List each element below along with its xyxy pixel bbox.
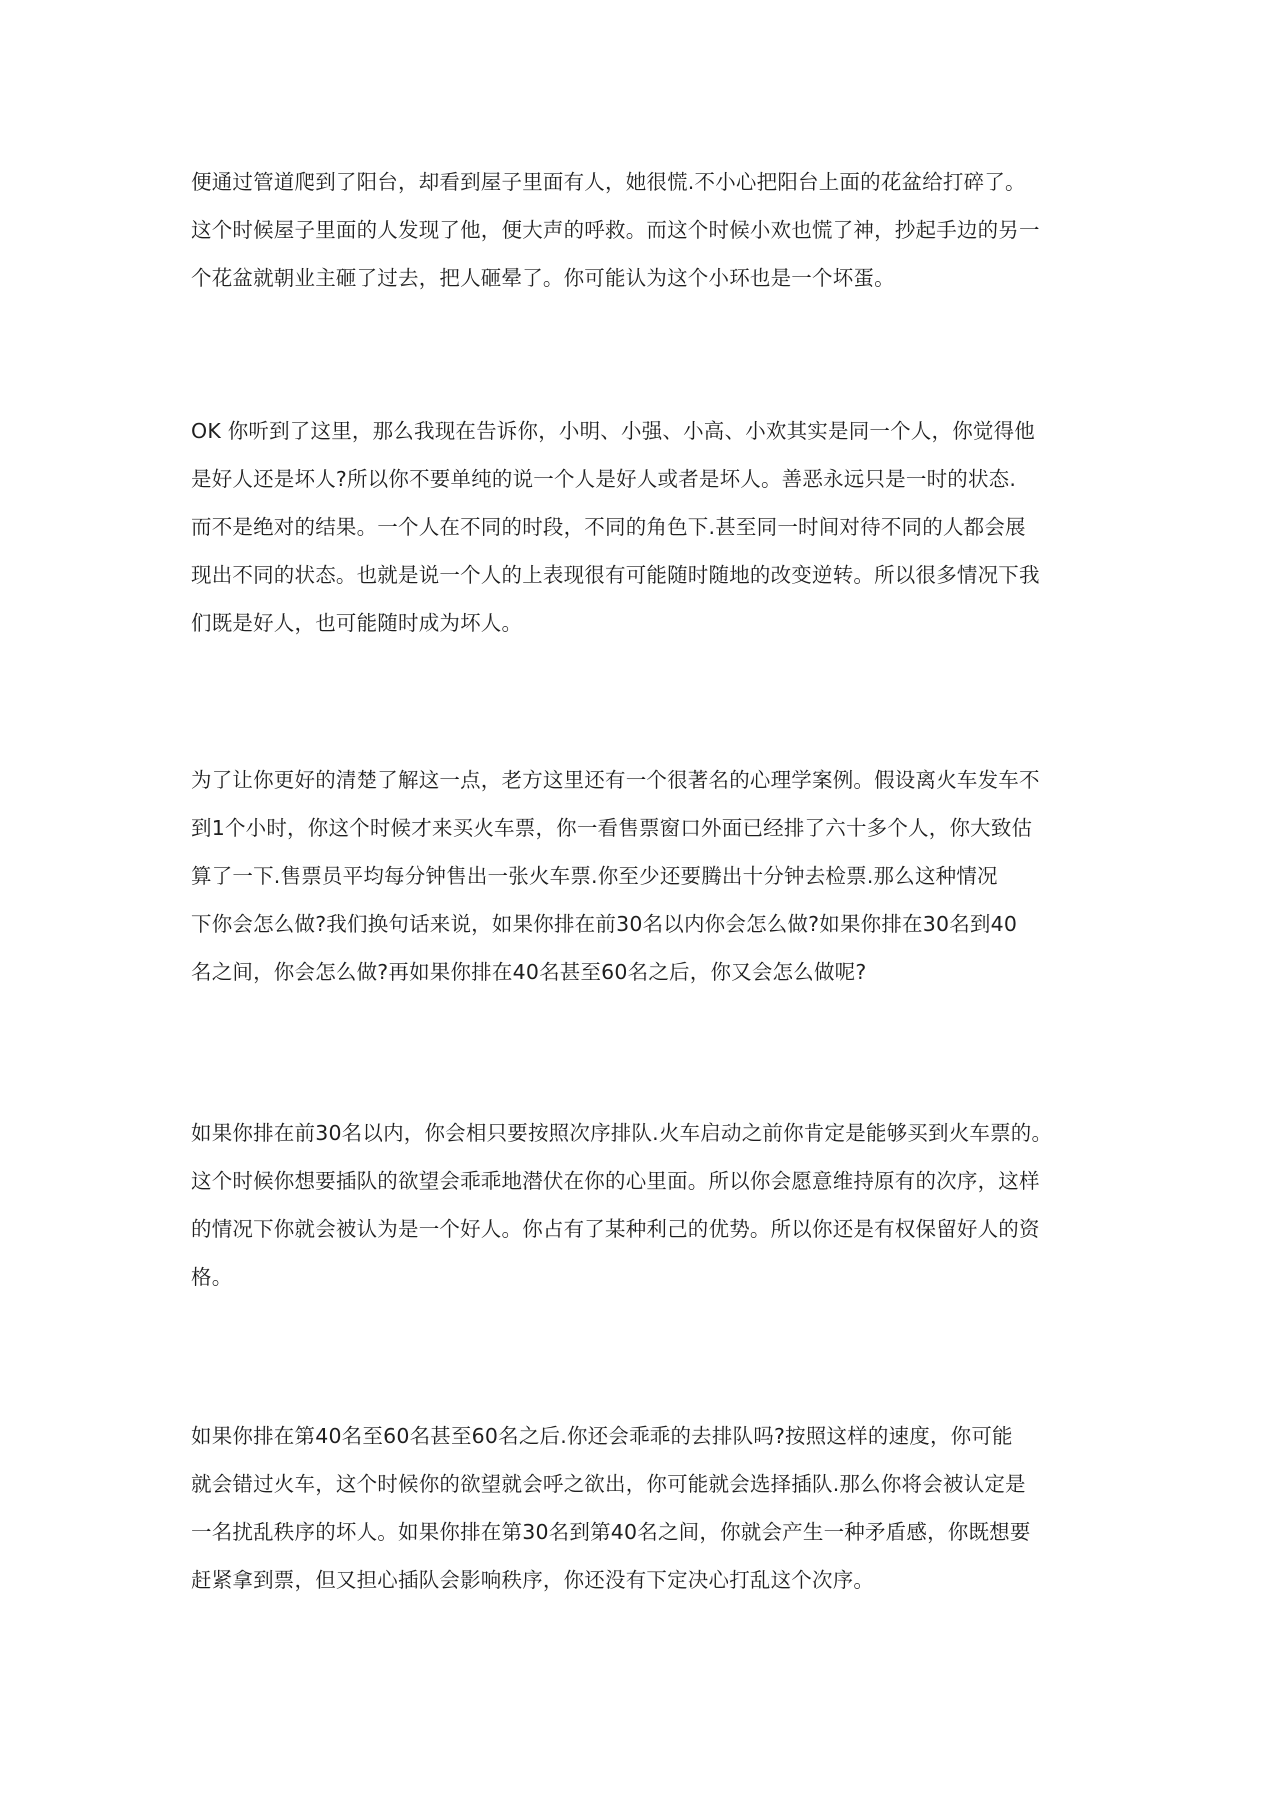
paragraph-5 xyxy=(191,1412,1103,1604)
paragraph-1 xyxy=(191,158,1103,302)
text-line: 这个时候你想要插队的欲望会乖乖地潜伏在你的心里面。所以你会愿意维持原有的次序，这样 xyxy=(191,1169,1040,1193)
text-line: 名之间，你会怎么做?再如果你排在40名甚至60名之后，你又会怎么做呢? xyxy=(191,960,867,984)
text-line: 个花盆就朝业主砸了过去，把人砸晕了。你可能认为这个小环也是一个坏蛋。 xyxy=(191,266,895,290)
paragraph-3 xyxy=(191,756,1103,996)
text-line: 而不是绝对的结果。一个人在不同的时段，不同的角色下.甚至同一时间对待不同的人都会展 xyxy=(191,515,1026,539)
paragraph-4 xyxy=(191,1109,1103,1301)
text-line: 这个时候屋子里面的人发现了他，便大声的呼救。而这个时候小欢也慌了神，抄起手边的另一 xyxy=(191,218,1040,242)
text-line: 如果你排在第40名至60名甚至60名之后.你还会乖乖的去排队吗?按照这样的速度，你可能 xyxy=(191,1424,1013,1448)
text-line: 如果你排在前30名以内，你会相只要按照次序排队.火车启动之前你肯定是能够买到火车票的。 xyxy=(191,1121,1053,1145)
paragraph-2 xyxy=(191,407,1103,647)
text-line: 格。 xyxy=(191,1265,233,1289)
text-line: 到1个小时，你这个时候才来买火车票，你一看售票窗口外面已经排了六十多个人，你大致估 xyxy=(191,816,1033,840)
text-line: 算了一下.售票员平均每分钟售出一张火车票.你至少还要腾出十分钟去检票.那么这种情况 xyxy=(191,864,998,888)
text-line: 的情况下你就会被认为是一个好人。你占有了某种利己的优势。所以你还是有权保留好人的资 xyxy=(191,1217,1040,1241)
text-line: 赶紧拿到票，但又担心插队会影响秩序，你还没有下定决心打乱这个次序。 xyxy=(191,1568,875,1592)
text-line: 就会错过火车，这个时候你的欲望就会呼之欲出，你可能就会选择插队.那么你将会被认定是 xyxy=(191,1472,1026,1496)
text-line: 为了让你更好的清楚了解这一点，老方这里还有一个很著名的心理学案例。假设离火车发车不 xyxy=(191,768,1040,792)
text-line: 一名扰乱秩序的坏人。如果你排在第30名到第40名之间，你就会产生一种矛盾感，你既想要 xyxy=(191,1520,1031,1544)
text-line: 们既是好人，也可能随时成为坏人。 xyxy=(191,611,523,635)
text-line: 现出不同的状态。也就是说一个人的上表现很有可能随时随地的改变逆转。所以很多情况下我 xyxy=(191,563,1040,587)
text-line: 便通过管道爬到了阳台，却看到屋子里面有人，她很慌.不小心把阳台上面的花盆给打碎了。 xyxy=(191,170,1026,194)
text-line: 是好人还是坏人?所以你不要单纯的说一个人是好人或者是坏人。善恶永远只是一时的状态. xyxy=(191,467,1017,491)
text-line: 下你会怎么做?我们换句话来说，如果你排在前30名以内你会怎么做?如果你排在30名到40 xyxy=(191,912,1018,936)
text-line: OK 你听到了这里，那么我现在告诉你，小明、小强、小高、小欢其实是同一个人，你觉得他 xyxy=(191,419,1035,443)
